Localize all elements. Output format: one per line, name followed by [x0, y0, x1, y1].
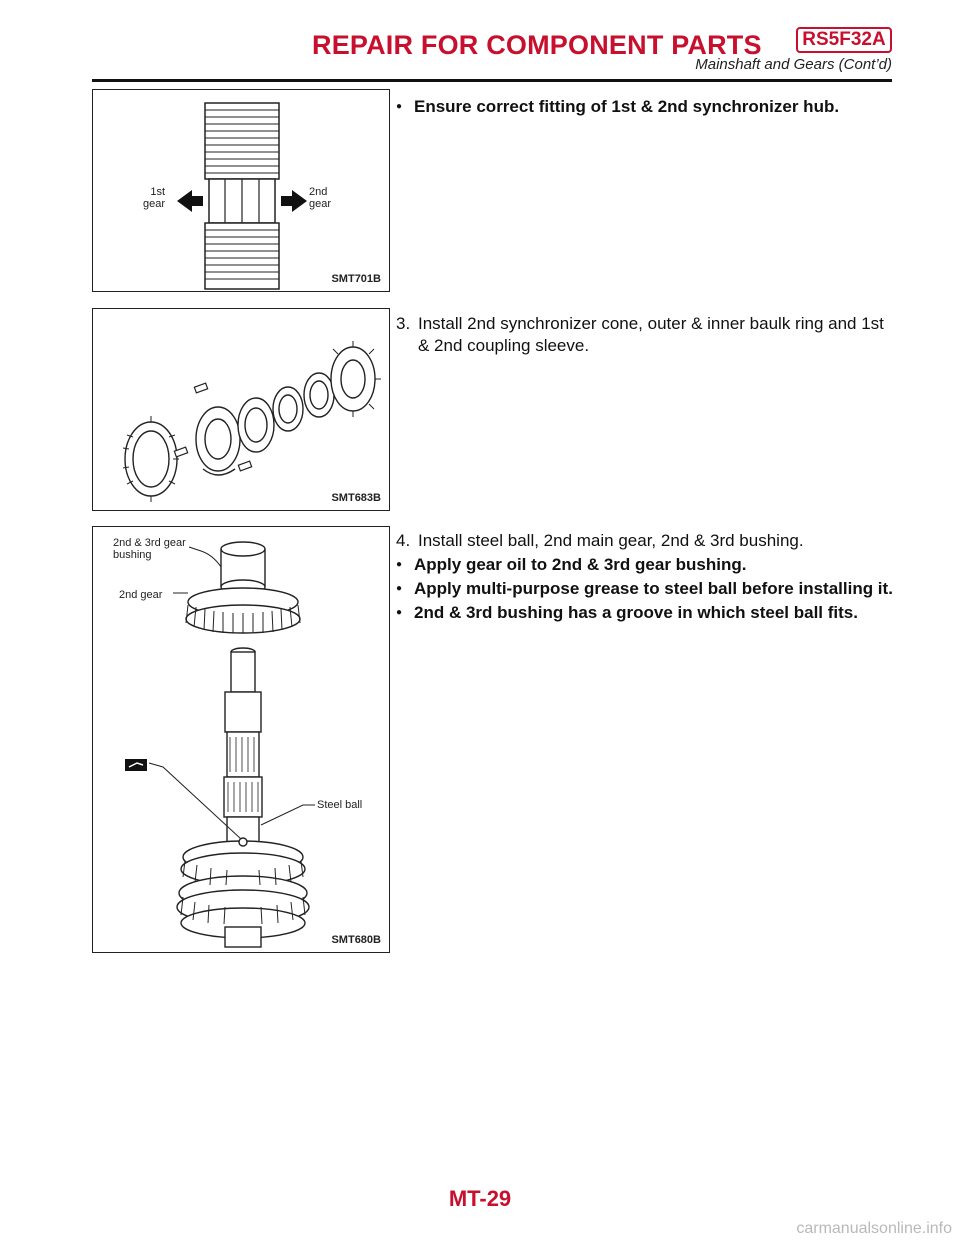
list-item: ● Apply multi-purpose grease to steel ball before installing it.	[396, 579, 893, 598]
step-item: 4. Install steel ball, 2nd main gear, 2nd & 3rd bushing.	[396, 531, 804, 550]
bullet-icon: ●	[396, 559, 403, 570]
arrow-right-icon	[281, 190, 307, 212]
list-item: ● 2nd & 3rd bushing has a groove in which steel ball fits.	[396, 603, 858, 622]
label-bushing: 2nd & 3rd gear bushing	[113, 537, 186, 561]
label-2nd-gear: 2nd gear	[309, 186, 332, 210]
figure-code: SMT683B	[331, 492, 381, 504]
list-item: ● Ensure correct fitting of 1st & 2nd synchronizer hub.	[396, 97, 840, 116]
synchronizer-exploded-illustration	[93, 309, 390, 511]
label-steel-ball: Steel ball	[317, 799, 363, 811]
section-step-3	[396, 313, 896, 359]
bullet-icon: ●	[396, 583, 403, 594]
watermark: carmanualsonline.info	[796, 1220, 952, 1237]
bullet-icon: ●	[396, 607, 403, 618]
label-2nd-gear: 2nd gear	[119, 589, 163, 601]
page-number: MT-29	[448, 1186, 512, 1211]
list-item: ● Apply gear oil to 2nd & 3rd gear bushing.	[396, 555, 747, 574]
grease-applicator-icon	[125, 759, 147, 771]
bullet-icon: ●	[396, 101, 403, 112]
step-item: 3. Install 2nd synchronizer cone, outer & inner baulk ring and 1st & 2nd coupling sleeve.	[396, 314, 884, 355]
synchronizer-hub-illustration	[93, 90, 390, 292]
header-divider	[92, 79, 892, 82]
figure-code: SMT701B	[331, 273, 381, 285]
figure-synchronizer-exploded	[92, 308, 390, 511]
figure-code: SMT680B	[331, 934, 381, 946]
section-synchronizer-hub	[396, 94, 896, 118]
model-badge: RS5F32A	[796, 27, 892, 53]
section-step-4	[396, 530, 896, 624]
page-title: REPAIR FOR COMPONENT PARTS	[312, 30, 762, 60]
section-subtitle: Mainshaft and Gears (Cont’d)	[695, 56, 892, 73]
arrow-left-icon	[177, 190, 203, 212]
figure-mainshaft-assembly	[92, 526, 390, 953]
label-1st-gear: 1st gear	[143, 186, 166, 210]
figure-synchronizer-hub	[92, 89, 390, 292]
